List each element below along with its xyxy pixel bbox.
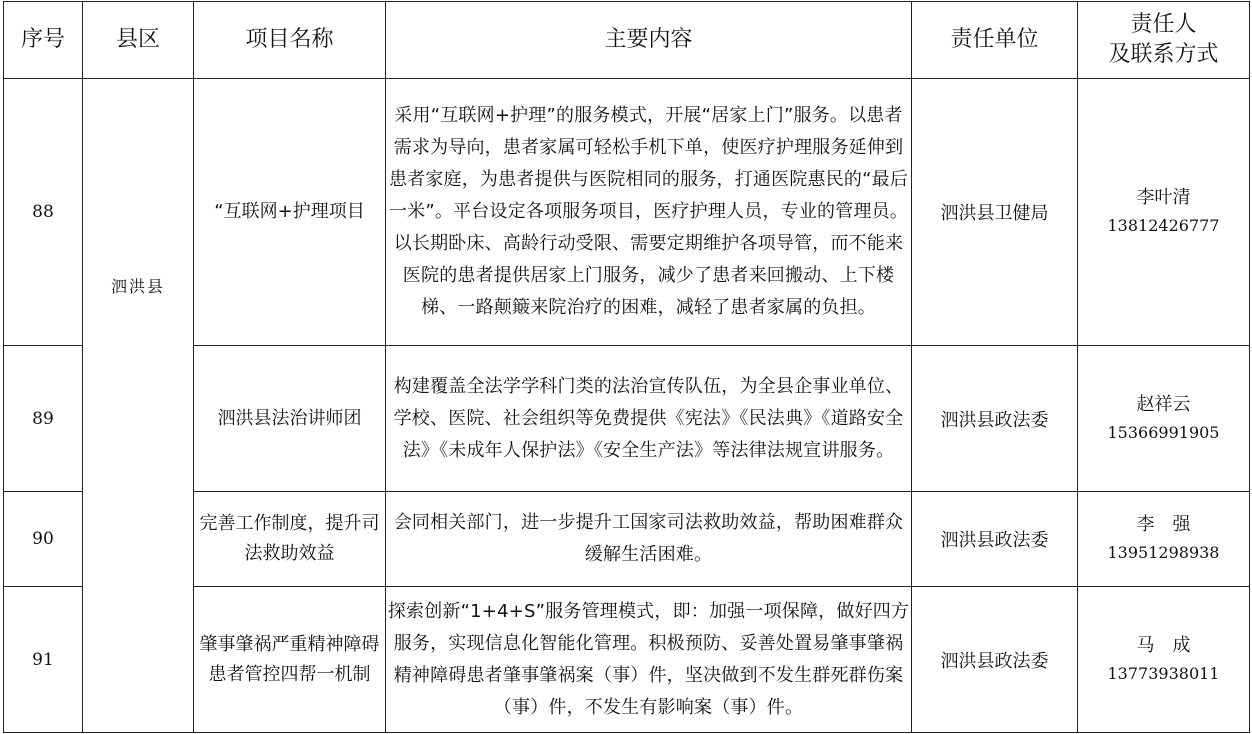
row-content: 探索创新“1+4+S”服务管理模式，即：加强一项保障，做好四方服务，实现信息化智能化管理。积极预防、妥善处置易肇事肇祸精神障碍患者肇事肇祸案（事）件，坚决做到不发生群死群伤案（事）件，不发生有影响案（事）件。 bbox=[386, 587, 912, 733]
header-project: 项目名称 bbox=[194, 2, 386, 79]
row-project: 肇事肇祸严重精神障碍患者管控四帮一机制 bbox=[194, 587, 386, 733]
person-phone: 13773938011 bbox=[1107, 663, 1220, 683]
row-person bbox=[1078, 587, 1250, 733]
person-phone: 13951298938 bbox=[1107, 543, 1220, 562]
person-name: 马 成 bbox=[1136, 634, 1191, 656]
row-unit: 泗洪县政法委 bbox=[912, 587, 1078, 733]
row-index: 88 bbox=[4, 79, 83, 346]
row-index: 90 bbox=[4, 492, 83, 587]
row-content: 会同相关部门，进一步提升工国家司法救助效益，帮助困难群众缓解生活困难。 bbox=[386, 492, 912, 587]
header-index: 序号 bbox=[4, 2, 83, 79]
person-name: 赵祥云 bbox=[1136, 393, 1191, 415]
row-project: 泗洪县法治讲师团 bbox=[194, 346, 386, 492]
row-project: “互联网+护理项目 bbox=[194, 79, 386, 346]
header-unit: 责任单位 bbox=[912, 2, 1078, 79]
header-person-line1: 责任人 bbox=[1130, 12, 1197, 37]
county-label: 泗洪县 bbox=[110, 277, 165, 296]
row-unit: 泗洪县卫健局 bbox=[912, 79, 1078, 346]
row-index: 89 bbox=[4, 346, 83, 492]
row-unit: 泗洪县政法委 bbox=[912, 346, 1078, 492]
county-cell bbox=[83, 79, 194, 733]
header-county: 县区 bbox=[83, 2, 194, 79]
person-name: 李叶清 bbox=[1136, 187, 1191, 208]
row-person bbox=[1078, 79, 1250, 346]
row-index: 91 bbox=[4, 587, 83, 733]
header-person-line2: 及联系方式 bbox=[1108, 42, 1219, 67]
row-content: 构建覆盖全法学学科门类的法治宣传队伍，为全县企事业单位、学校、医院、社会组织等免费提供《宪法》《民法典》《道路安全法》《未成年人保护法》《安全生产法》等法律法规宣讲服务。 bbox=[386, 346, 912, 492]
row-project: 完善工作制度，提升司法救助效益 bbox=[194, 492, 386, 587]
header-person bbox=[1078, 2, 1250, 79]
header-row bbox=[4, 2, 1250, 79]
projects-table bbox=[3, 1, 1250, 733]
row-person bbox=[1078, 346, 1250, 492]
person-name: 李 强 bbox=[1136, 514, 1191, 535]
row-person bbox=[1078, 492, 1250, 587]
header-content: 主要内容 bbox=[386, 2, 912, 79]
row-unit: 泗洪县政法委 bbox=[912, 492, 1078, 587]
person-phone: 13812426777 bbox=[1107, 216, 1220, 235]
table-row bbox=[4, 79, 1250, 346]
row-content: 采用“互联网+护理”的服务模式，开展“居家上门”服务。以患者需求为导向，患者家属可轻松手机下单，使医疗护理服务延伸到患者家庭，为患者提供与医院相同的服务，打通医院惠民的“最后一米”。平台设定各项服务项目，医疗护理人员，专业的管理员。以长期卧床、高龄行动受限、需要定期维护各项导管，而不能来医院的患者提供居家上门服务，减少了患者来回搬动、上下楼梯、一路颠簸来院治疗的困难，减轻了患者家属的负担。 bbox=[386, 79, 912, 346]
person-phone: 15366991905 bbox=[1107, 422, 1220, 442]
